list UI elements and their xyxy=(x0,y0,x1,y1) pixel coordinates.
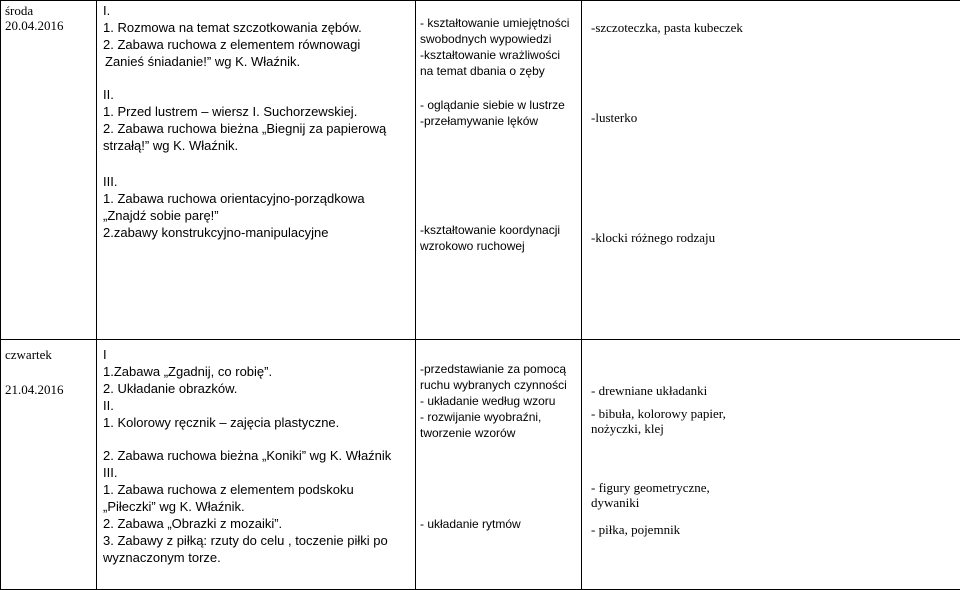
goal-line: -przełamywanie lęków xyxy=(420,114,539,128)
goal-line: ruchu wybranych czynności xyxy=(420,378,567,392)
material-line: dywaniki xyxy=(591,495,640,510)
material-line: -klocki różnego rodzaju xyxy=(591,230,716,245)
day-cell xyxy=(1,340,97,590)
goal-line: - układanie rytmów xyxy=(420,517,521,531)
goal-line: -kształtowanie koordynacji xyxy=(420,223,561,237)
material-line: - piłka, pojemnik xyxy=(591,522,681,537)
activity-line: II. xyxy=(103,87,114,102)
activity-line: 1. Zabawa ruchowa orientacyjno-porządkowa xyxy=(103,191,365,206)
activity-line: strzałą!” wg K. Właźnik. xyxy=(103,138,239,153)
activity-line: 2. Zabawa ruchowa bieżna „Koniki” wg K. Właźnik xyxy=(103,448,392,463)
activity-line: 3. Zabawy z piłką: rzuty do celu , toczenie piłki po xyxy=(103,533,388,548)
goal-line: - układanie według wzoru xyxy=(420,394,556,408)
day-cell xyxy=(1,1,97,340)
goal-line: swobodnych wypowiedzi xyxy=(420,32,552,46)
goal-line: tworzenie wzorów xyxy=(420,426,516,440)
goal-line: -kształtowanie wrażliwości xyxy=(420,48,561,62)
goals-cell xyxy=(416,340,582,590)
material-line: - bibuła, kolorowy papier, xyxy=(591,406,726,421)
activity-line: 2.zabawy konstrukcyjno-manipulacyjne xyxy=(103,225,329,240)
material-line: -lusterko xyxy=(591,110,638,125)
activity-line: I xyxy=(103,347,107,362)
table-row xyxy=(1,340,960,590)
materials-cell xyxy=(582,1,960,340)
material-line: - drewniane układanki xyxy=(591,383,708,398)
activity-line: 1.Zabawa „Zgadnij, co robię”. xyxy=(103,364,273,379)
activity-line: 1. Przed lustrem – wiersz I. Suchorzewskiej. xyxy=(103,104,358,119)
activity-line: 1. Kolorowy ręcznik – zajęcia plastyczne. xyxy=(103,415,340,430)
activity-line: 2. Zabawa ruchowa z elementem równowagi xyxy=(103,37,361,52)
activity-line: II. xyxy=(103,398,114,413)
activity-line: „Piłeczki” wg K. Właźnik. xyxy=(103,499,245,514)
day-label: czwartek xyxy=(5,347,52,362)
goal-line: - kształtowanie umiejętności xyxy=(420,16,570,30)
activity-line: 2. Układanie obrazków. xyxy=(103,381,238,396)
activity-line: 2. Zabawa „Obrazki z mozaiki”. xyxy=(103,516,283,531)
date-label: 20.04.2016 xyxy=(5,18,64,33)
goal-line: wzrokowo ruchowej xyxy=(420,239,525,253)
activities-cell xyxy=(97,1,416,340)
materials-cell xyxy=(582,340,960,590)
activity-line: „Znajdź sobie parę!” xyxy=(103,208,219,223)
material-line: - figury geometryczne, xyxy=(591,480,710,495)
activity-line: III. xyxy=(103,465,118,480)
material-line: nożyczki, klej xyxy=(591,421,664,436)
activity-line: 2. Zabawa ruchowa bieżna „Biegnij za papierową xyxy=(103,121,387,136)
activity-line: wyznaczonym torze. xyxy=(103,550,221,565)
goal-line: - rozwijanie wyobraźni, xyxy=(420,410,542,424)
goal-line: - oglądanie siebie w lustrze xyxy=(420,98,565,112)
table-row xyxy=(1,1,960,340)
material-line: -szczoteczka, pasta kubeczek xyxy=(591,20,743,35)
activities-cell xyxy=(97,340,416,590)
date-label: 21.04.2016 xyxy=(5,382,64,397)
activity-line: I. xyxy=(103,3,111,18)
goal-line: -przedstawianie za pomocą xyxy=(420,362,567,376)
goal-line: na temat dbania o zęby xyxy=(420,64,545,78)
day-label: środa xyxy=(5,3,34,18)
activity-line: III. xyxy=(103,174,118,189)
goals-cell xyxy=(416,1,582,340)
activity-line: Zanieś śniadanie!” wg K. Właźnik. xyxy=(105,54,301,69)
activity-line: 1. Zabawa ruchowa z elementem podskoku xyxy=(103,482,354,497)
activity-line: 1. Rozmowa na temat szczotkowania zębów. xyxy=(103,20,362,35)
